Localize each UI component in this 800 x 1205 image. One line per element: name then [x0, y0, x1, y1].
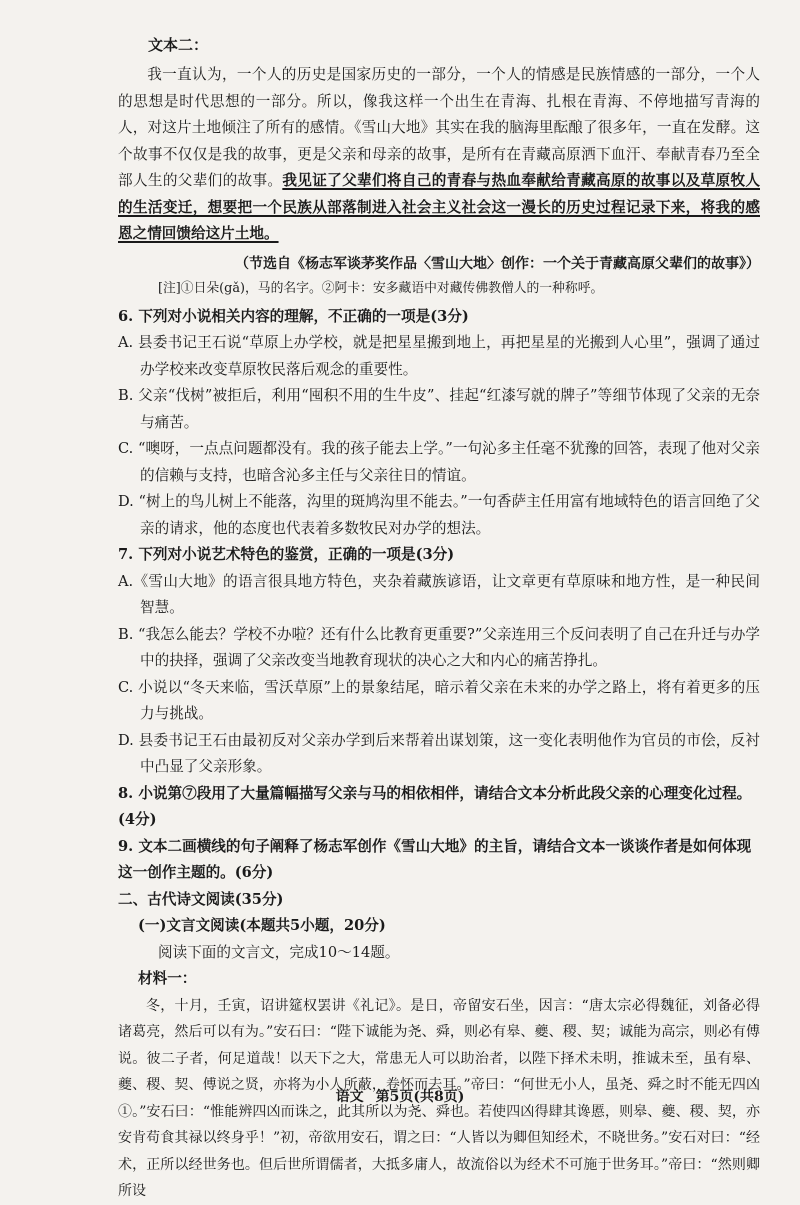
question-stem: 7. 下列对小说艺术特色的鉴赏，正确的一项是(3分): [118, 546, 455, 563]
text2-para-plain: 我一直认为，一个人的历史是国家历史的一部分，一个人的情感是民族情感的一部分，一个人的思想是时代思想的一部分。所以，像我这样一个出生在青海、扎根在青海、不停地描写青海的人，对这片土地倾注了所有的感情。《雪山大地》其实在我的脑海里酝酿了很多年，一直在发酵。这个故事不仅仅是我的故事，更是父亲和母亲的故事，是所有在青藏高原洒下血汗、奉献青春乃至全部人生的父辈们的故事。: [118, 66, 760, 189]
page-footer: [0, 1086, 800, 1106]
question-stem: 6. 下列对小说相关内容的理解，不正确的一项是(3分): [118, 307, 469, 325]
option-a: A. 县委书记王石说“草原上办学校，就是把星星搬到地上，再把星星的光搬到人心里”，强调了通过办学校来改变草原牧民落后观念的重要性。: [118, 334, 760, 378]
text2-heading: 文本二：: [148, 36, 209, 54]
instruction: 阅读下面的文言文，完成10～14题。: [158, 943, 400, 961]
text2-underlined-sentence: 我见证了父辈们将自己的青春与热血奉献给青藏高原的故事以及草原牧人的生活变迁，想要把一个民族从部落制进入社会主义社会这一漫长的历史过程记录下来，将我的感恩之情回馈给这片土地。: [118, 172, 760, 242]
text2-paragraph: [118, 62, 760, 248]
question-7: [118, 542, 760, 781]
question-8: 8. 小说第⑦段用了大量篇幅描写父亲与马的相依相伴，请结合文本分析此段父亲的心理变化过程。(4分): [118, 784, 752, 828]
footer-subject: 语文: [335, 1089, 364, 1105]
subsection-title: (一)文言文阅读(本题共5小题，20分): [138, 917, 386, 934]
option-b: B. 父亲“伐树”被拒后，利用“囤积不用的生牛皮”、挂起“红漆写就的牌子”等细节体现了父亲的无奈与痛苦。: [118, 387, 760, 431]
text2-note: [注]①日朵(gǎ)，马的名字。②阿卡：安多藏语中对藏传佛教僧人的一种称呼。: [158, 280, 604, 296]
option-c: C. 小说以“冬天来临，雪沃草原”上的景象结尾，暗示着父亲在未来的办学之路上，将有着更多的压力与挑战。: [118, 678, 760, 722]
option-c: C. “噢呀，一点点问题都没有。我的孩子能去上学。”一句沁多主任毫不犹豫的回答，表现了他对父亲的信赖与支持，也暗含沁多主任与父亲往日的情谊。: [118, 440, 760, 484]
question-6: [118, 304, 760, 543]
material-heading: 材料一：: [138, 970, 197, 987]
section-title: 二、古代诗文阅读(35分): [118, 890, 284, 908]
option-a: A.《雪山大地》的语言很具地方特色，夹杂着藏族谚语，让文章更有草原味和地方性，是一种民间智慧。: [118, 572, 760, 616]
classical-text: 冬，十月，壬寅，诏讲筵权罢讲《礼记》。是日，帝留安石坐，因言：“唐太宗必得魏征，刘备必得诸葛亮，然后可以有为。”安石曰：“陛下诚能为尧、舜，则必有皋、夔、稷、契；诚能为高宗，则必有傅说。彼二子者，何足道哉！以天下之大，常患无人可以助治者，以陛下择术未明，推诚未至，虽有皋、夔、稷、契、傅说之贤，亦将为小人所蔽，卷怀而去耳。”帝曰：“何世无小人，虽尧、舜之时不能无四凶①。”安石曰：“惟能辨四凶而诛之，此其所以为尧、舜也。若使四凶得肆其谗慝，则皋、夔、稷、契，亦安肯苟食其禄以终身乎！”初，帝欲用安石，谓之曰：“人皆以为卿但知经术，不晓世务。”安石对曰：“经术，正所以经世务也。但后世所谓儒者，大抵多庸人，故流俗以为经术不可施于世务耳。”帝曰：“然则卿所设: [118, 997, 760, 1199]
option-b: B. “我怎么能去？学校不办啦？还有什么比教育更重要?”父亲连用三个反问表明了自己在升迁与办学中的抉择，强调了父亲改变当地教育现状的决心之大和内心的痛苦挣扎。: [118, 625, 760, 669]
question-9: 9. 文本二画横线的句子阐释了杨志军创作《雪山大地》的主旨，请结合文本一谈谈作者是如何体现这一创作主题的。(6分): [118, 837, 752, 881]
option-d: D. 县委书记王石由最初反对父亲办学到后来帮着出谋划策，这一变化表明他作为官员的市侩，反衬中凸显了父亲形象。: [118, 731, 760, 775]
option-d: D. “树上的鸟儿树上不能落，沟里的斑鸠沟里不能去。”一句香萨主任用富有地域特色的语言回绝了父亲的请求，他的态度也代表着多数牧民对办学的想法。: [118, 493, 760, 537]
footer-page-number: 第5页(共8页): [375, 1089, 465, 1105]
text2-source: （节选自《杨志军谈茅奖作品〈雪山大地〉创作：一个关于青藏高原父辈们的故事》）: [235, 255, 760, 272]
